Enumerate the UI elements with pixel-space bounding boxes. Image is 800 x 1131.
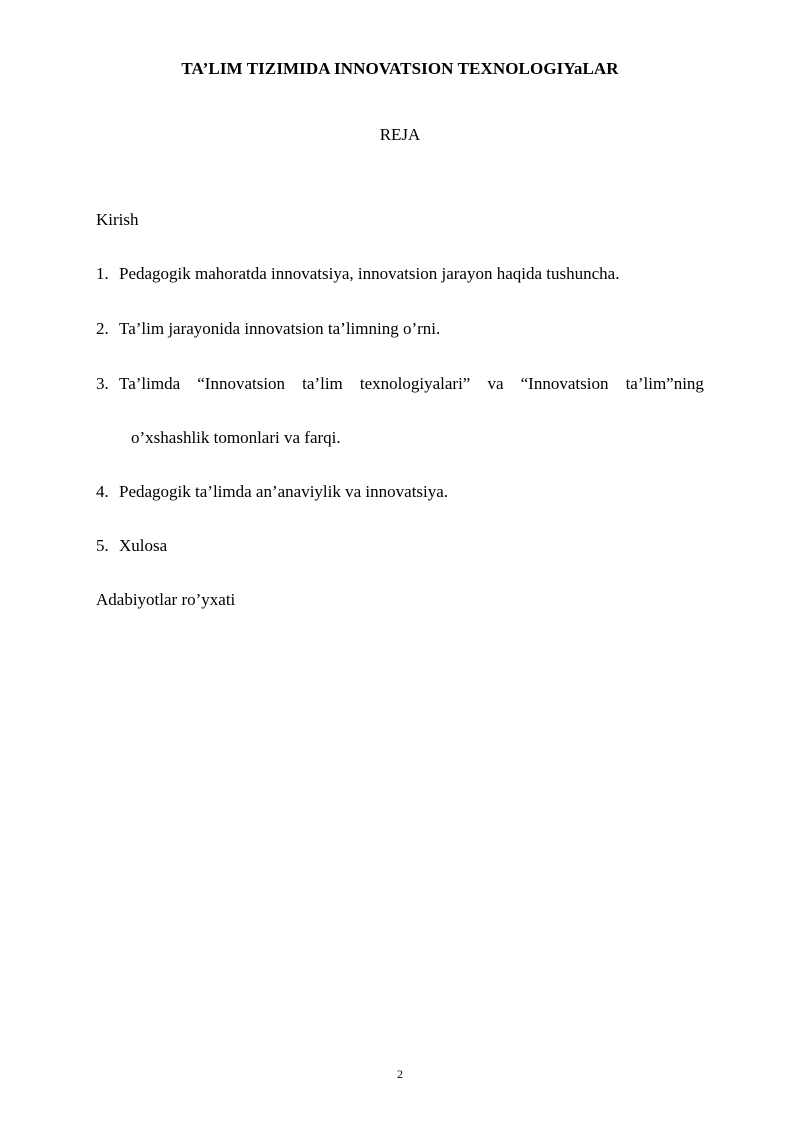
plan-item-number: 4. [96,482,109,501]
plan-item-number: 2. [96,319,109,338]
plan-item-word: “Innovatsion [197,374,286,393]
references-item: Adabiyotlar ro’yxati [96,590,236,609]
plan-item-4 [96,481,448,503]
plan-item-number: 5. [96,536,109,555]
plan-item-5 [96,535,167,557]
plan-heading: REJA [379,125,421,144]
plan-item-text: Ta’lim jarayonida innovatsion ta’limning o’rni. [119,319,441,338]
plan-item-2 [96,318,440,340]
plan-item-3-continuation: o’xshashlik tomonlari va farqi. [131,428,341,447]
document-title: TA’LIM TIZIMIDA INNOVATSION TEXNOLOGIYaLAR [181,59,619,78]
plan-item-word: “Innovatsion [520,374,609,393]
plan-item-word: va [487,374,504,393]
plan-item-text: Xulosa [119,536,168,555]
plan-item-1 [96,263,619,285]
plan-item-text: Pedagogik ta’limda an’anaviylik va innovatsiya. [119,482,449,501]
plan-item-word: Ta’limda [119,374,181,393]
plan-item-word: ta’lim”ning [625,374,704,393]
plan-item-text: Pedagogik mahoratda innovatsiya, innovatsion jarayon haqida tushuncha. [119,264,620,283]
plan-item-word: texnologiyalari” [359,374,471,393]
plan-item-3-lead [96,373,180,395]
plan-item-number: 1. [96,264,109,283]
plan-item-3 [96,373,704,395]
intro-item: Kirish [96,210,139,229]
plan-item-word: ta’lim [302,374,343,393]
page-number: 2 [397,1067,403,1081]
plan-item-number: 3. [96,374,109,393]
